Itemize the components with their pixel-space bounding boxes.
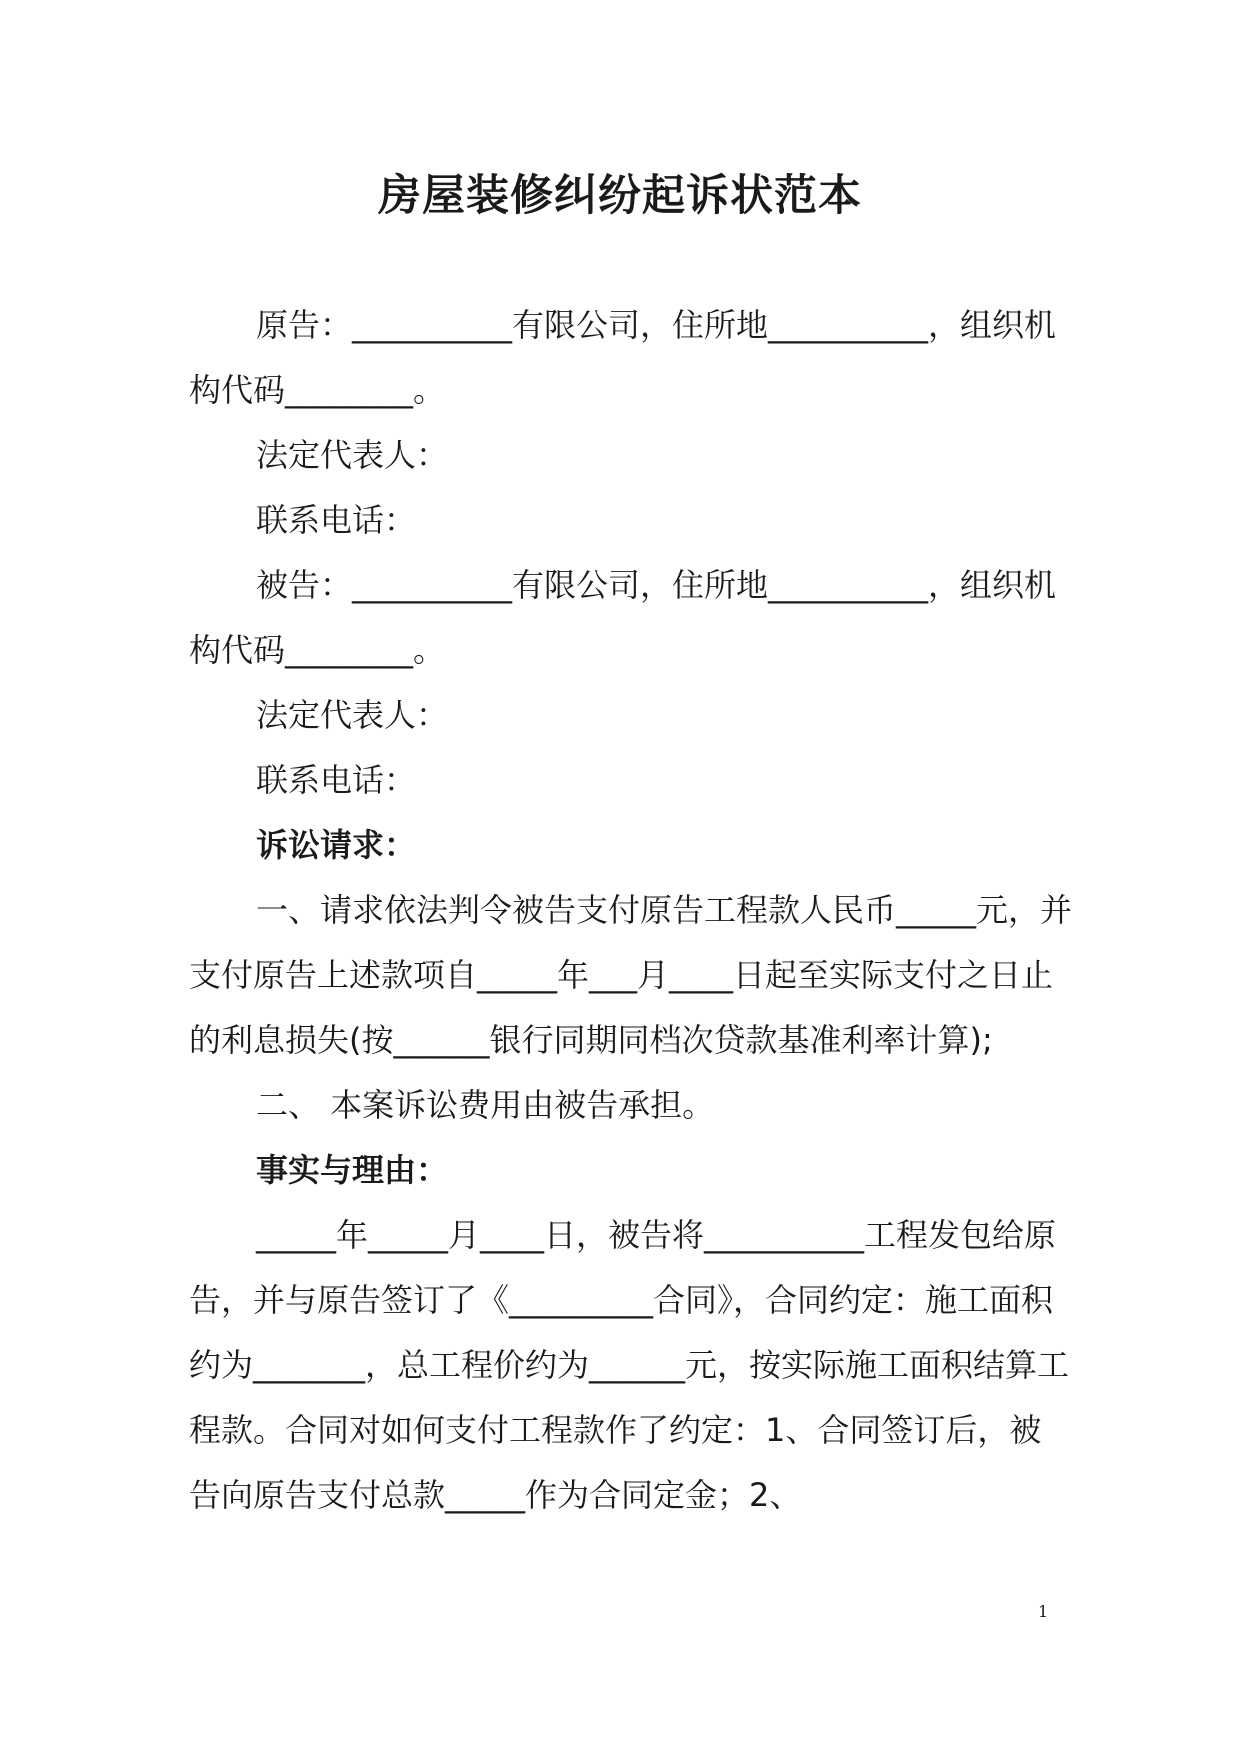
claims-heading: 诉讼请求： xyxy=(256,826,417,864)
plaintiff-paragraph: 原告：__________有限公司，住所地__________，组织机构代码________。 xyxy=(189,306,1057,409)
claim-item-2: 二、 本案诉讼费用由被告承担。 xyxy=(256,1086,715,1124)
defendant-phone: 联系电话： xyxy=(256,761,417,799)
defendant-representative: 法定代表人： xyxy=(256,696,449,734)
page-number: 1 xyxy=(1038,1602,1049,1621)
document-title: 房屋装修纠纷起诉状范本 xyxy=(378,171,862,221)
defendant-paragraph: 被告：__________有限公司，住所地__________，组织机构代码________。 xyxy=(189,566,1057,669)
plaintiff-phone: 联系电话： xyxy=(256,501,417,539)
plaintiff-representative: 法定代表人： xyxy=(256,436,449,474)
claim-item-1: 一、请求依法判令被告支付原告工程款人民币_____元，并支付原告上述款项自_____年___月____日起至实际支付之日止的利息损失(按______银行同期同档次贷款基准利率计算); xyxy=(189,891,1073,1059)
document-body xyxy=(189,293,1073,1528)
facts-heading: 事实与理由： xyxy=(256,1151,449,1189)
facts-paragraph: _____年_____月____日，被告将__________工程发包给原告，并与原告签订了《_________合同》，合同约定：施工面积约为_______，总工程价约为______元，按实际施工面积结算工程款。合同对如何支付工程款作了约定：1、合同签订后，被告向原告支付总款_____作为合同定金；2、 xyxy=(189,1216,1070,1514)
